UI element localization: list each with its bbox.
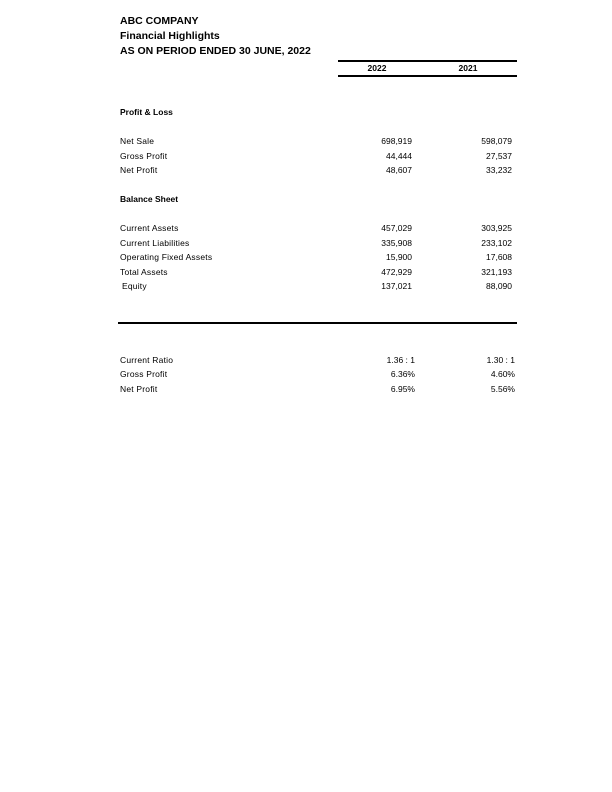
row-label: Equity: [122, 281, 147, 291]
value-2021: 88,090: [486, 281, 512, 291]
company-name: ABC COMPANY: [120, 15, 199, 27]
row-label: Gross Profit: [120, 369, 168, 379]
value-2021: 27,537: [486, 151, 512, 161]
value-2022: 1.36 : 1: [386, 355, 415, 365]
section-divider: [118, 322, 517, 324]
value-2022: 335,908: [381, 238, 412, 248]
value-2021: 303,925: [481, 223, 512, 233]
value-2022: 137,021: [381, 281, 412, 291]
column-2022: 2022: [367, 63, 387, 73]
value-2021: 321,193: [481, 267, 512, 277]
row-label: Total Assets: [120, 267, 168, 277]
row-label: Gross Profit: [120, 151, 168, 161]
column-2021: 2021: [458, 63, 478, 73]
value-2022: 698,919: [381, 136, 412, 146]
value-2022: 6.36%: [390, 369, 415, 379]
value-2022: 6.95%: [390, 384, 415, 394]
value-2021: 5.56%: [490, 384, 515, 394]
report-period: AS ON PERIOD ENDED 30 JUNE, 2022: [120, 45, 311, 57]
value-2022: 472,929: [381, 267, 412, 277]
value-2021: 33,232: [486, 165, 512, 175]
value-2021: 1.30 : 1: [486, 355, 515, 365]
header-top-rule: [338, 60, 517, 62]
value-2022: 457,029: [381, 223, 412, 233]
value-2022: 48,607: [386, 165, 412, 175]
section-title: Balance Sheet: [120, 194, 179, 204]
row-label: Current Assets: [120, 223, 179, 233]
section-title: Profit & Loss: [120, 107, 173, 117]
report-subtitle: Financial Highlights: [120, 30, 220, 42]
value-2022: 15,900: [386, 252, 412, 262]
row-label: Operating Fixed Assets: [120, 252, 213, 262]
row-label: Current Ratio: [120, 355, 174, 365]
value-2021: 233,102: [481, 238, 512, 248]
value-2021: 598,079: [481, 136, 512, 146]
value-2022: 44,444: [386, 151, 412, 161]
value-2021: 4.60%: [490, 369, 515, 379]
row-label: Net Sale: [120, 136, 155, 146]
row-label: Current Liabilities: [120, 238, 190, 248]
value-2021: 17,608: [486, 252, 512, 262]
row-label: Net Profit: [120, 384, 158, 394]
header-bottom-rule: [338, 75, 517, 77]
row-label: Net Profit: [120, 165, 158, 175]
